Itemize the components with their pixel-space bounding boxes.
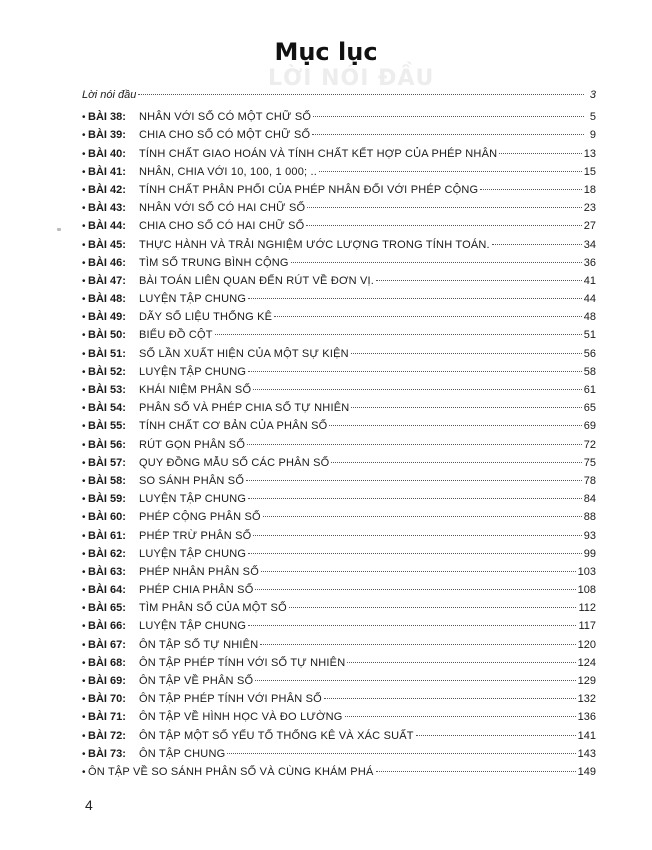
toc-lesson-title: ÔN TẬP VỀ SO SÁNH PHÂN SỐ VÀ CÙNG KHÁM PHÁ (88, 765, 374, 778)
toc-entry[interactable] (82, 254, 596, 272)
dot-leader (255, 680, 575, 681)
bullet-icon: • (82, 130, 86, 142)
dot-leader (260, 644, 575, 645)
toc-entry[interactable] (82, 236, 596, 254)
dot-leader (274, 316, 582, 317)
bullet-icon: • (82, 203, 86, 215)
toc-entry[interactable] (82, 636, 596, 654)
toc-lesson-title: ÔN TẬP MỘT SỐ YẾU TỐ THỐNG KÊ VÀ XÁC SUẤT (139, 729, 414, 742)
toc-lesson-number: BÀI 59: (88, 493, 126, 506)
page-number: 4 (85, 797, 93, 813)
toc-lesson-title: TÍNH CHẤT CƠ BẢN CỦA PHÂN SỐ (139, 420, 328, 433)
toc-lesson-number: BÀI 55: (88, 420, 126, 433)
toc-lesson-number: BÀI 60: (88, 511, 126, 524)
toc-page-number: 78 (583, 474, 596, 487)
toc-lesson-title: ÔN TẬP CHUNG (139, 747, 226, 760)
dot-leader (247, 444, 582, 445)
bullet-icon: • (82, 676, 86, 687)
toc-page-number: 75 (583, 456, 596, 469)
toc-entry[interactable] (82, 381, 596, 399)
scan-speck (57, 228, 61, 231)
toc-lesson-title: ÔN TẬP SỐ TỰ NHIÊN (139, 638, 259, 651)
toc-lesson-title: TÍNH CHẤT PHÂN PHỐI CỦA PHÉP NHÂN ĐỐI VỚI PHÉP CỘNG (139, 183, 479, 196)
toc-page-number: 136 (577, 711, 596, 724)
toc-entry[interactable] (82, 654, 596, 672)
toc-lesson-title: RÚT GỌN PHÂN SỐ (139, 438, 246, 451)
toc-page-number: 103 (577, 565, 596, 578)
toc-entry[interactable] (82, 708, 596, 726)
toc-page-number: 9 (589, 129, 596, 142)
bullet-icon: • (82, 730, 86, 742)
toc-page-number: 5 (589, 111, 596, 124)
toc-entry[interactable] (82, 126, 596, 144)
toc-page-number: 112 (578, 602, 596, 615)
bullet-icon: • (82, 657, 86, 669)
bullet-icon: • (82, 403, 86, 415)
bullet-icon: • (82, 712, 86, 724)
bullet-icon: • (82, 639, 86, 651)
bullet-icon: • (82, 348, 86, 360)
dot-leader (480, 189, 581, 190)
toc-lesson-number: BÀI 50: (88, 329, 126, 342)
toc-page-number: 48 (583, 311, 596, 324)
toc-lesson-title: CHIA CHO SỐ CÓ MỘT CHỮ SỐ (139, 129, 311, 142)
toc-page-number: 23 (583, 202, 596, 215)
bullet-icon: • (82, 566, 86, 578)
toc-lesson-number: BÀI 67: (88, 638, 126, 651)
toc-lesson-number: BÀI 53: (88, 384, 126, 396)
toc-entry[interactable] (82, 563, 596, 581)
toc-entry[interactable] (82, 272, 596, 290)
bullet-icon: • (82, 366, 86, 378)
toc-entry[interactable] (82, 399, 596, 417)
bullet-icon: • (82, 221, 86, 233)
toc-intro-label: Lời nói đầu (82, 89, 137, 101)
toc-entry[interactable] (82, 145, 596, 163)
toc-entry[interactable] (82, 345, 596, 363)
toc-lesson-number: BÀI 54: (88, 402, 126, 415)
toc-entry[interactable] (82, 417, 596, 435)
toc-page-number: 65 (583, 402, 596, 415)
dot-leader (306, 225, 581, 226)
toc-entry[interactable] (82, 290, 596, 308)
bullet-icon: • (82, 421, 86, 433)
toc-lesson-title: TÍNH CHẤT GIAO HOÁN VÀ TÍNH CHẤT KẾT HỢP CỦA PHÉP NHÂN (139, 147, 498, 160)
toc-lesson-number: BÀI 72: (88, 729, 126, 742)
toc-lesson-number: BÀI 49: (88, 311, 126, 324)
bullet-icon: • (82, 257, 86, 269)
toc-page-number: 34 (583, 238, 596, 251)
dot-leader (291, 262, 582, 263)
dot-leader (312, 134, 584, 135)
dot-leader (261, 571, 576, 572)
toc-page-number: 44 (583, 293, 596, 306)
toc-lesson-number: BÀI 63: (88, 565, 126, 578)
toc-page-number: 61 (583, 384, 596, 396)
toc-lesson-title: NHÂN, CHIA VỚI 10, 100, 1 000; .. (139, 165, 318, 178)
toc-lesson-title: BÀI TOÁN LIÊN QUAN ĐẾN RÚT VỀ ĐƠN VỊ. (139, 274, 375, 287)
bullet-icon: • (82, 621, 86, 633)
dot-leader (492, 244, 582, 245)
bullet-icon: • (82, 294, 86, 306)
bullet-icon: • (82, 694, 86, 706)
toc-page-number: 120 (577, 638, 596, 651)
bullet-icon: • (82, 585, 86, 597)
dot-leader (376, 771, 576, 772)
toc-page-number: 99 (583, 547, 596, 560)
toc-page-number: 149 (577, 765, 596, 778)
dot-leader (255, 589, 575, 590)
toc-entry[interactable] (82, 308, 596, 326)
dot-leader (324, 698, 576, 699)
toc-entry[interactable] (82, 217, 596, 235)
toc-entry[interactable] (82, 672, 596, 690)
toc-entry[interactable] (82, 326, 596, 344)
toc-page-number: 84 (583, 493, 596, 506)
toc-page-number: 15 (583, 165, 596, 178)
toc-entry[interactable] (82, 690, 596, 708)
toc-entry[interactable] (82, 436, 596, 454)
toc-intro-row[interactable] (82, 86, 596, 104)
page-title: Mục lục (274, 38, 378, 66)
toc-lesson-title: PHÉP CHIA PHÂN SỐ (139, 584, 254, 597)
bullet-icon: • (82, 494, 86, 506)
toc-lesson-number: BÀI 64: (88, 584, 126, 597)
toc-entry[interactable] (82, 745, 596, 763)
bullet-icon: • (82, 766, 86, 778)
toc-page-number: 58 (583, 365, 596, 378)
dot-leader (227, 753, 575, 754)
toc-page-number: 88 (583, 511, 596, 524)
toc-entry[interactable] (82, 108, 596, 126)
toc-lesson-number: BÀI 40: (88, 147, 126, 160)
dot-leader (499, 153, 582, 154)
watermark-text: LỜI NÓI ĐẦU (268, 66, 435, 91)
toc-entry[interactable] (82, 454, 596, 472)
toc-entry[interactable] (82, 490, 596, 508)
toc-lesson-title: SỐ LẦN XUẤT HIỆN CỦA MỘT SỰ KIỆN (139, 347, 349, 360)
toc-page-number: 93 (583, 529, 596, 542)
toc-lesson-title: THỰC HÀNH VÀ TRẢI NGHIỆM ƯỚC LƯỢNG TRONG TÍNH TOÁN. (139, 238, 490, 251)
toc-lesson-number: BÀI 42: (88, 183, 126, 196)
toc-lesson-title: PHÂN SỐ VÀ PHÉP CHIA SỐ TỰ NHIÊN (139, 402, 350, 415)
toc-page-number: 56 (583, 347, 596, 360)
dot-leader (329, 425, 581, 426)
toc-page-number: 69 (583, 420, 596, 433)
dot-leader (416, 735, 576, 736)
bullet-icon: • (82, 148, 86, 160)
toc-entry[interactable] (82, 163, 596, 181)
dot-leader (263, 516, 582, 517)
dot-leader (138, 94, 584, 95)
toc-lesson-number: BÀI 61: (88, 529, 126, 542)
bullet-icon: • (82, 184, 86, 196)
toc-lesson-title: LUYỆN TẬP CHUNG (139, 620, 247, 633)
toc-entry[interactable] (82, 472, 596, 490)
dot-leader (253, 389, 582, 390)
toc-page-number: 41 (583, 274, 596, 287)
bullet-icon: • (82, 512, 86, 524)
toc-lesson-title: QUY ĐỒNG MẪU SỐ CÁC PHÂN SỐ (139, 456, 330, 469)
toc-lesson-number: BÀI 48: (88, 293, 126, 306)
toc-lesson-number: BÀI 70: (88, 693, 126, 706)
dot-leader (351, 407, 581, 408)
toc-lesson-title: ÔN TẬP VỀ HÌNH HỌC VÀ ĐO LƯỜNG (139, 711, 343, 724)
dot-leader (313, 116, 584, 117)
bullet-icon: • (82, 530, 86, 542)
dot-leader (248, 298, 582, 299)
toc-lesson-number: BÀI 56: (88, 438, 126, 451)
bullet-icon: • (82, 385, 86, 396)
bullet-icon: • (82, 439, 86, 451)
toc-lesson-title: DÃY SỐ LIỆU THỐNG KÊ (139, 311, 273, 324)
dot-leader (331, 462, 581, 463)
dot-leader (248, 498, 582, 499)
toc-page-number: 141 (577, 729, 596, 742)
toc-lesson-number: BÀI 39: (88, 129, 126, 142)
toc-page-number: 36 (583, 256, 596, 269)
dot-leader (345, 716, 576, 717)
bullet-icon: • (82, 239, 86, 251)
toc-page-number: 143 (577, 747, 596, 760)
toc-lesson-number: BÀI 69: (88, 675, 126, 687)
toc-lesson-number: BÀI 58: (88, 474, 126, 487)
toc-lesson-title: TÌM SỐ TRUNG BÌNH CỘNG (139, 256, 289, 269)
bullet-icon: • (82, 603, 86, 615)
bullet-icon: • (82, 330, 86, 342)
bullet-icon: • (82, 312, 86, 324)
bullet-icon: • (82, 166, 86, 178)
toc-lesson-title: PHÉP TRỪ PHÂN SỐ (139, 529, 252, 542)
toc-lesson-title: TÌM PHÂN SỐ CỦA MỘT SỐ (139, 602, 287, 615)
toc-lesson-number: BÀI 62: (88, 547, 126, 560)
toc-page-number: 124 (577, 656, 596, 669)
toc-lesson-number: BÀI 46: (88, 256, 126, 269)
dot-leader (248, 553, 582, 554)
toc-lesson-number: BÀI 51: (88, 347, 126, 360)
dot-leader (248, 371, 582, 372)
toc-lesson-title: ÔN TẬP PHÉP TÍNH VỚI PHÂN SỐ (139, 693, 322, 706)
toc-lesson-number: BÀI 57: (88, 456, 126, 469)
toc-intro-page: 3 (589, 89, 596, 101)
toc-page-number: 129 (577, 675, 596, 687)
dot-leader (376, 280, 582, 281)
toc-entry[interactable] (82, 581, 596, 599)
toc-entry[interactable] (82, 527, 596, 545)
dot-leader (289, 607, 577, 608)
toc-lesson-title: PHÉP CỘNG PHÂN SỐ (139, 511, 261, 524)
toc-lesson-title: PHÉP NHÂN PHÂN SỐ (139, 565, 259, 578)
toc-page-number: 108 (577, 584, 596, 597)
toc-lesson-title: SO SÁNH PHÂN SỐ (139, 474, 245, 487)
dot-leader (248, 625, 576, 626)
toc-page-number: 72 (583, 438, 596, 451)
dot-leader (246, 480, 582, 481)
toc-entry[interactable] (82, 508, 596, 526)
toc-lesson-number: BÀI 71: (88, 711, 126, 724)
dot-leader (215, 334, 582, 335)
toc-entry[interactable] (82, 727, 596, 745)
toc-entry[interactable] (82, 545, 596, 563)
toc-lesson-number: BÀI 66: (88, 620, 126, 633)
toc-lesson-number: BÀI 47: (88, 274, 126, 287)
toc-page-number: 132 (577, 693, 596, 706)
table-of-contents (82, 86, 596, 781)
dot-leader (253, 535, 581, 536)
bullet-icon: • (82, 275, 86, 287)
bullet-icon: • (82, 475, 86, 487)
dot-leader (319, 171, 582, 172)
dot-leader (347, 662, 575, 663)
bullet-icon: • (82, 457, 86, 469)
toc-lesson-number: BÀI 73: (88, 747, 126, 760)
toc-page-number: 117 (578, 620, 596, 633)
toc-lesson-title: LUYỆN TẬP CHUNG (139, 547, 247, 560)
toc-lesson-title: CHIA CHO SỐ CÓ HAI CHỮ SỐ (139, 220, 305, 233)
toc-lesson-number: BÀI 38: (88, 111, 126, 124)
toc-final-entry[interactable] (82, 763, 596, 781)
bullet-icon: • (82, 748, 86, 760)
toc-lesson-title: BIỂU ĐỒ CỘT (139, 329, 213, 342)
toc-lesson-number: BÀI 44: (88, 220, 126, 233)
toc-entry[interactable] (82, 181, 596, 199)
toc-page-number: 18 (583, 183, 596, 196)
toc-page-number: 27 (583, 220, 596, 233)
toc-lesson-number: BÀI 65: (88, 602, 126, 615)
toc-lesson-title: NHÂN VỚI SỐ CÓ HAI CHỮ SỐ (139, 202, 306, 215)
toc-lesson-title: ÔN TẬP VỀ PHÂN SỐ (139, 675, 254, 687)
toc-page-number: 13 (583, 147, 596, 160)
toc-lesson-title: LUYỆN TẬP CHUNG (139, 293, 247, 306)
dot-leader (307, 207, 582, 208)
bullet-icon: • (82, 112, 86, 124)
toc-lesson-number: BÀI 45: (88, 238, 126, 251)
dot-leader (351, 353, 582, 354)
bullet-icon: • (82, 548, 86, 560)
toc-entry[interactable] (82, 199, 596, 217)
toc-lesson-number: BÀI 41: (88, 165, 126, 178)
toc-entry[interactable] (82, 363, 596, 381)
toc-lesson-title: KHÁI NIỆM PHÂN SỐ (139, 384, 252, 396)
toc-lesson-number: BÀI 68: (88, 656, 126, 669)
toc-lesson-title: LUYỆN TẬP CHUNG (139, 365, 247, 378)
toc-lesson-title: NHÂN VỚI SỐ CÓ MỘT CHỮ SỐ (139, 111, 312, 124)
toc-lesson-number: BÀI 43: (88, 202, 126, 215)
toc-page-number: 51 (583, 329, 596, 342)
toc-lesson-number: BÀI 52: (88, 365, 126, 378)
toc-entry[interactable] (82, 617, 596, 635)
toc-lesson-title: ÔN TẬP PHÉP TÍNH VỚI SỐ TỰ NHIÊN (139, 656, 346, 669)
toc-entry[interactable] (82, 599, 596, 617)
toc-lesson-title: LUYỆN TẬP CHUNG (139, 493, 247, 506)
